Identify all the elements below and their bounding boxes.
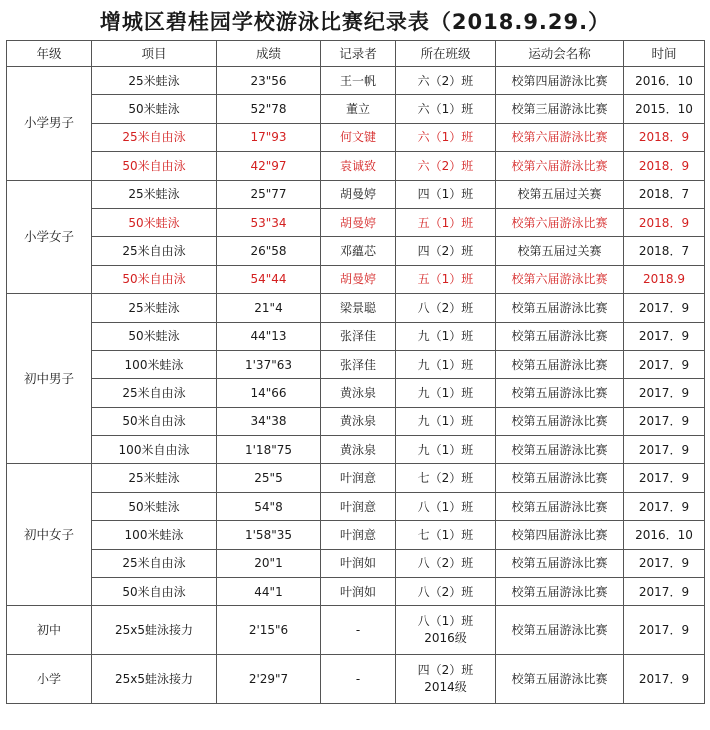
table-row — [7, 180, 705, 208]
event-cell: 25米蛙泳 — [92, 180, 217, 208]
event-cell: 100米蛙泳 — [92, 521, 217, 549]
holder-cell: 张泽佳 — [321, 350, 396, 378]
date-cell: 2017．9 — [624, 464, 705, 492]
date-cell: 2018．9 — [624, 123, 705, 151]
class-cell: 七（2）班 — [396, 464, 496, 492]
class-cell: 六（1）班 — [396, 123, 496, 151]
event-cell: 25米自由泳 — [92, 549, 217, 577]
table-row — [7, 322, 705, 350]
holder-cell: 叶润意 — [321, 492, 396, 520]
holder-cell: 胡曼婷 — [321, 180, 396, 208]
result-cell: 1'58"35 — [217, 521, 321, 549]
table-row — [7, 407, 705, 435]
header-holder: 记录者 — [321, 41, 396, 67]
result-cell: 54"8 — [217, 492, 321, 520]
result-cell: 21"4 — [217, 294, 321, 322]
table-row — [7, 123, 705, 151]
holder-cell: 何文键 — [321, 123, 396, 151]
event-cell: 50米自由泳 — [92, 152, 217, 180]
result-cell: 42"97 — [217, 152, 321, 180]
result-cell: 20"1 — [217, 549, 321, 577]
holder-cell: - — [321, 655, 396, 704]
header-grade: 年级 — [7, 41, 92, 67]
holder-cell: 胡曼婷 — [321, 208, 396, 236]
result-cell: 1'37"63 — [217, 350, 321, 378]
date-cell: 2017．9 — [624, 379, 705, 407]
table-row — [7, 265, 705, 293]
holder-cell: - — [321, 606, 396, 655]
class-cell: 九（1）班 — [396, 322, 496, 350]
class-cell: 四（2）班 — [396, 237, 496, 265]
relay-row — [7, 606, 705, 655]
table-row — [7, 67, 705, 95]
relay-row — [7, 655, 705, 704]
meet-cell: 校第五届游泳比赛 — [496, 464, 624, 492]
meet-cell: 校第五届游泳比赛 — [496, 407, 624, 435]
group-label: 初中 — [7, 606, 92, 655]
meet-cell: 校第六届游泳比赛 — [496, 152, 624, 180]
page-title: 增城区碧桂园学校游泳比赛纪录表（2018.9.29.） — [99, 10, 611, 34]
date-cell: 2018.9 — [624, 265, 705, 293]
class-cell: 八（2）班 — [396, 578, 496, 606]
table-row — [7, 464, 705, 492]
date-cell: 2015．10 — [624, 95, 705, 123]
event-cell: 100米自由泳 — [92, 436, 217, 464]
date-cell: 2017．9 — [624, 606, 705, 655]
holder-cell: 黄泳泉 — [321, 379, 396, 407]
table-row — [7, 208, 705, 236]
meet-cell: 校第三届游泳比赛 — [496, 95, 624, 123]
class-year: 2014级 — [424, 680, 467, 695]
meet-cell: 校第五届游泳比赛 — [496, 350, 624, 378]
date-cell: 2017．9 — [624, 407, 705, 435]
header-row — [7, 41, 705, 67]
date-cell: 2018．7 — [624, 237, 705, 265]
class-cell — [396, 606, 496, 655]
result-cell: 25"77 — [217, 180, 321, 208]
event-cell: 100米蛙泳 — [92, 350, 217, 378]
date-cell: 2016．10 — [624, 521, 705, 549]
class-cell: 八（1）班 — [396, 492, 496, 520]
event-cell: 25米蛙泳 — [92, 294, 217, 322]
date-cell: 2017．9 — [624, 350, 705, 378]
class-cell: 九（1）班 — [396, 436, 496, 464]
table-row — [7, 436, 705, 464]
event-cell: 25米自由泳 — [92, 237, 217, 265]
event-cell: 25米自由泳 — [92, 123, 217, 151]
class-name: 八（1）班 — [417, 614, 474, 629]
event-cell: 50米蛙泳 — [92, 95, 217, 123]
result-cell: 26"58 — [217, 237, 321, 265]
class-cell: 六（1）班 — [396, 95, 496, 123]
class-cell: 六（2）班 — [396, 152, 496, 180]
meet-cell: 校第五届游泳比赛 — [496, 549, 624, 577]
result-cell: 2'29"7 — [217, 655, 321, 704]
meet-cell: 校第五届游泳比赛 — [496, 322, 624, 350]
class-cell — [396, 655, 496, 704]
date-cell: 2018．9 — [624, 152, 705, 180]
header-meet: 运动会名称 — [496, 41, 624, 67]
records-body — [7, 67, 705, 704]
table-row — [7, 578, 705, 606]
meet-cell: 校第五届游泳比赛 — [496, 578, 624, 606]
header-event: 项目 — [92, 41, 217, 67]
group-label: 小学男子 — [7, 67, 92, 181]
holder-cell: 叶润如 — [321, 578, 396, 606]
date-cell: 2017．9 — [624, 436, 705, 464]
meet-cell: 校第五届游泳比赛 — [496, 294, 624, 322]
event-cell: 50米自由泳 — [92, 265, 217, 293]
table-row — [7, 95, 705, 123]
table-row — [7, 152, 705, 180]
meet-cell: 校第四届游泳比赛 — [496, 67, 624, 95]
event-cell: 50米自由泳 — [92, 407, 217, 435]
date-cell: 2016．10 — [624, 67, 705, 95]
event-cell: 25x5蛙泳接力 — [92, 606, 217, 655]
holder-cell: 叶润意 — [321, 464, 396, 492]
class-cell: 四（1）班 — [396, 180, 496, 208]
result-cell: 53"34 — [217, 208, 321, 236]
holder-cell: 黄泳泉 — [321, 407, 396, 435]
table-row — [7, 521, 705, 549]
date-cell: 2018．7 — [624, 180, 705, 208]
event-cell: 25米自由泳 — [92, 379, 217, 407]
result-cell: 1'18"75 — [217, 436, 321, 464]
holder-cell: 袁诚致 — [321, 152, 396, 180]
class-cell: 九（1）班 — [396, 379, 496, 407]
meet-cell: 校第五届游泳比赛 — [496, 436, 624, 464]
class-year: 2016级 — [424, 631, 467, 646]
date-cell: 2017．9 — [624, 549, 705, 577]
event-cell: 25米蛙泳 — [92, 67, 217, 95]
table-row — [7, 379, 705, 407]
result-cell: 52"78 — [217, 95, 321, 123]
result-cell: 14"66 — [217, 379, 321, 407]
class-cell: 八（2）班 — [396, 294, 496, 322]
group-label: 初中男子 — [7, 294, 92, 464]
holder-cell: 叶润意 — [321, 521, 396, 549]
class-cell: 九（1）班 — [396, 350, 496, 378]
holder-cell: 胡曼婷 — [321, 265, 396, 293]
meet-cell: 校第六届游泳比赛 — [496, 265, 624, 293]
class-cell: 八（2）班 — [396, 549, 496, 577]
result-cell: 34"38 — [217, 407, 321, 435]
event-cell: 50米蛙泳 — [92, 492, 217, 520]
event-cell: 50米蛙泳 — [92, 322, 217, 350]
class-name: 四（2）班 — [417, 663, 474, 678]
holder-cell: 叶润如 — [321, 549, 396, 577]
holder-cell: 黄泳泉 — [321, 436, 396, 464]
holder-cell: 张泽佳 — [321, 322, 396, 350]
table-row — [7, 237, 705, 265]
meet-cell: 校第五届游泳比赛 — [496, 606, 624, 655]
table-row — [7, 492, 705, 520]
event-cell: 50米自由泳 — [92, 578, 217, 606]
holder-cell: 梁景聪 — [321, 294, 396, 322]
table-row — [7, 549, 705, 577]
event-cell: 50米蛙泳 — [92, 208, 217, 236]
header-date: 时间 — [624, 41, 705, 67]
class-cell: 七（1）班 — [396, 521, 496, 549]
meet-cell: 校第五届过关赛 — [496, 237, 624, 265]
date-cell: 2017．9 — [624, 492, 705, 520]
meet-cell: 校第四届游泳比赛 — [496, 521, 624, 549]
meet-cell: 校第五届过关赛 — [496, 180, 624, 208]
holder-cell: 董立 — [321, 95, 396, 123]
date-cell: 2018．9 — [624, 208, 705, 236]
date-cell: 2017．9 — [624, 655, 705, 704]
table-row — [7, 294, 705, 322]
date-cell: 2017．9 — [624, 578, 705, 606]
holder-cell: 邓蘊芯 — [321, 237, 396, 265]
header-class: 所在班级 — [396, 41, 496, 67]
result-cell: 54"44 — [217, 265, 321, 293]
event-cell: 25米蛙泳 — [92, 464, 217, 492]
holder-cell: 王一帆 — [321, 67, 396, 95]
meet-cell: 校第六届游泳比赛 — [496, 123, 624, 151]
class-cell: 五（1）班 — [396, 265, 496, 293]
result-cell: 25"5 — [217, 464, 321, 492]
meet-cell: 校第五届游泳比赛 — [496, 655, 624, 704]
records-table — [6, 40, 705, 704]
event-cell: 25x5蛙泳接力 — [92, 655, 217, 704]
table-row — [7, 350, 705, 378]
header-result: 成绩 — [217, 41, 321, 67]
result-cell: 17"93 — [217, 123, 321, 151]
class-cell: 六（2）班 — [396, 67, 496, 95]
result-cell: 23"56 — [217, 67, 321, 95]
meet-cell: 校第五届游泳比赛 — [496, 492, 624, 520]
result-cell: 2'15"6 — [217, 606, 321, 655]
group-label: 小学女子 — [7, 180, 92, 294]
date-cell: 2017．9 — [624, 294, 705, 322]
class-cell: 五（1）班 — [396, 208, 496, 236]
result-cell: 44"1 — [217, 578, 321, 606]
meet-cell: 校第六届游泳比赛 — [496, 208, 624, 236]
result-cell: 44"13 — [217, 322, 321, 350]
date-cell: 2017．9 — [624, 322, 705, 350]
group-label: 小学 — [7, 655, 92, 704]
class-cell: 九（1）班 — [396, 407, 496, 435]
meet-cell: 校第五届游泳比赛 — [496, 379, 624, 407]
group-label: 初中女子 — [7, 464, 92, 606]
